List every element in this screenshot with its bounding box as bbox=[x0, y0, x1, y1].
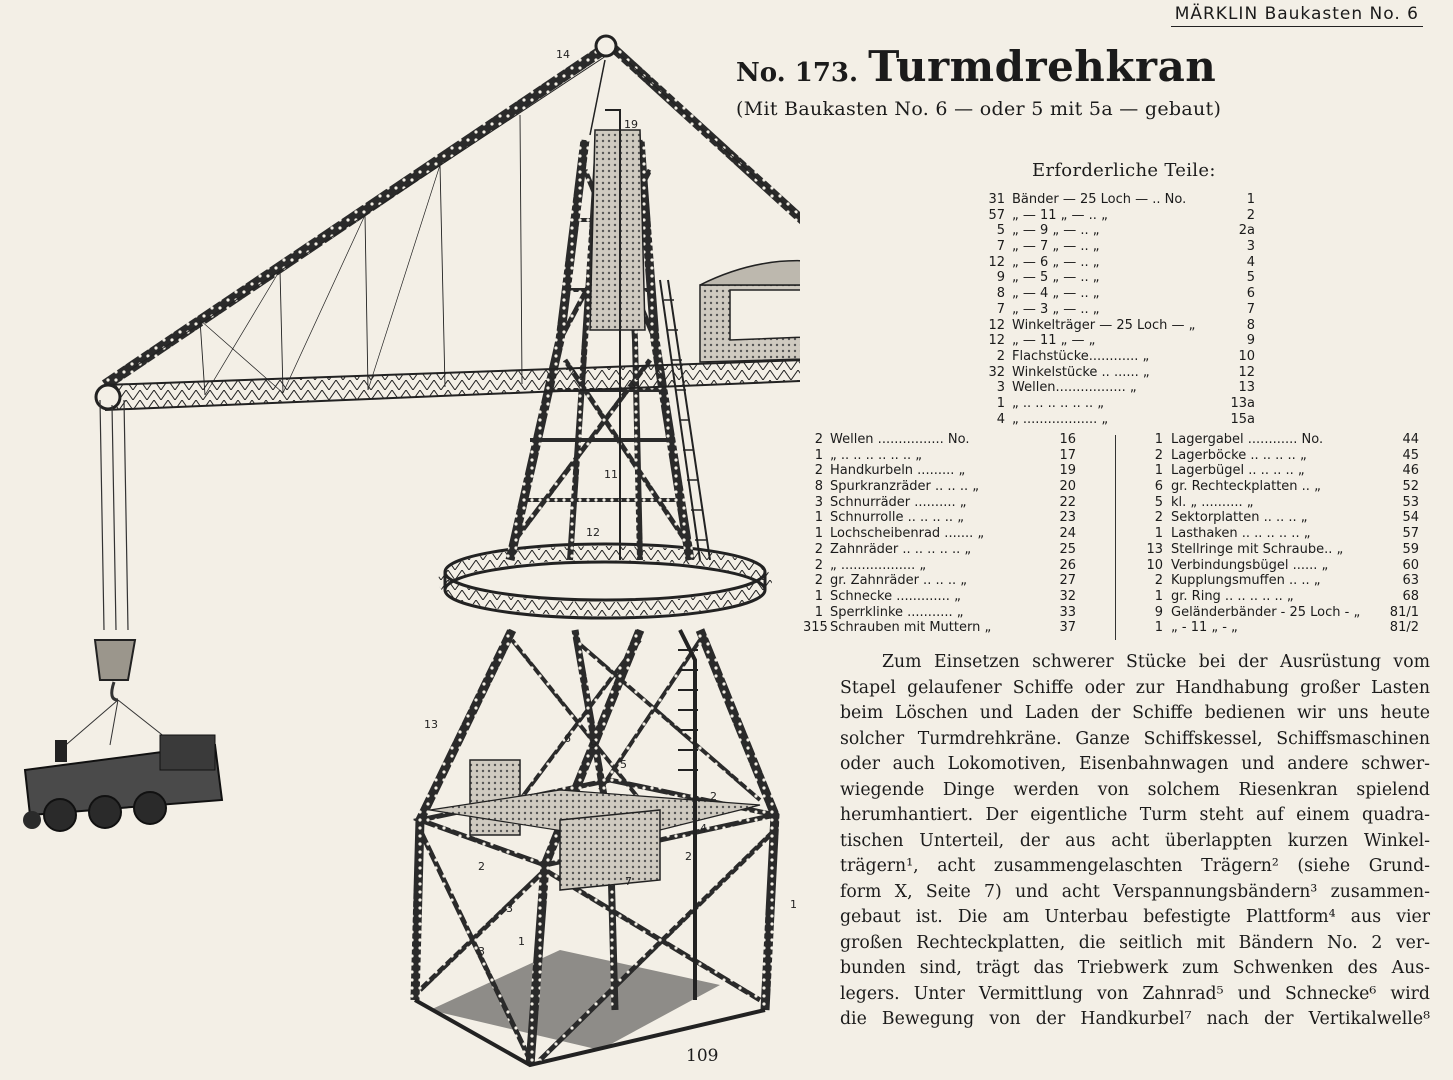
part-quantity: 12 bbox=[988, 317, 1005, 333]
parts-row bbox=[1145, 495, 1425, 511]
part-number: 2a bbox=[1238, 223, 1255, 239]
part-quantity: 2 bbox=[1154, 573, 1163, 589]
part-quantity: 1 bbox=[996, 395, 1005, 411]
part-quantity: 12 bbox=[988, 254, 1005, 270]
locomotive-load bbox=[23, 735, 222, 831]
part-quantity: 32 bbox=[988, 364, 1005, 380]
parts-row bbox=[1145, 620, 1425, 636]
part-name: „ — 7 „ — .. „ bbox=[1012, 239, 1100, 255]
part-number: 10 bbox=[1238, 348, 1255, 364]
parts-row bbox=[803, 448, 1083, 464]
part-name: Kupplungsmuffen .. .. „ bbox=[1171, 573, 1321, 589]
part-number: 45 bbox=[1402, 447, 1419, 463]
parts-table-top bbox=[985, 192, 1275, 427]
part-quantity: 2 bbox=[814, 573, 823, 589]
part-number: 13a bbox=[1230, 395, 1255, 411]
description-paragraph bbox=[840, 650, 1430, 1033]
label-2a: 2 bbox=[710, 790, 717, 803]
part-name: „ — 4 „ — .. „ bbox=[1012, 286, 1100, 302]
part-name: „ — 11 „ — .. „ bbox=[1012, 207, 1108, 223]
part-quantity: 10 bbox=[1146, 557, 1163, 573]
part-number: 9 bbox=[1246, 333, 1255, 349]
part-quantity: 31 bbox=[988, 192, 1005, 207]
part-quantity: 7 bbox=[996, 301, 1005, 317]
body-line: solcher Turmdrehkräne. Ganze Schiffskessel, Schiffsmaschinen bbox=[840, 728, 1430, 749]
part-name: Spurkranzräder .. .. .. „ bbox=[830, 479, 979, 495]
body-line: legers. Unter Vermittlung von Zahnrad⁵ und Schnecke⁶ wird bbox=[840, 983, 1430, 1004]
part-number: 68 bbox=[1402, 588, 1419, 604]
label-19: 19 bbox=[624, 118, 638, 131]
label-3a: 3 bbox=[506, 902, 513, 915]
parts-row bbox=[803, 432, 1083, 448]
part-name: Winkelträger — 25 Loch — „ bbox=[1012, 317, 1196, 333]
part-number: 57 bbox=[1402, 526, 1419, 542]
part-name: „ - 11 „ - „ bbox=[1171, 620, 1238, 636]
part-number: 44 bbox=[1402, 432, 1419, 447]
part-quantity: 315 bbox=[803, 620, 828, 636]
parts-row bbox=[985, 286, 1275, 302]
parts-row bbox=[1145, 479, 1425, 495]
part-quantity: 1 bbox=[814, 510, 823, 526]
body-line: die Bewegung von der Handkurbel⁷ nach der Vertikalwelle⁸ bbox=[840, 1009, 1430, 1029]
body-line: trägern¹, acht zusammengelaschten Trägern² (siehe Grund- bbox=[840, 856, 1430, 876]
label-12: 12 bbox=[586, 526, 600, 539]
part-name: „ .. .. .. .. .. .. „ bbox=[1012, 395, 1104, 411]
body-line: oder auch Lokomotiven, Eisenbahnwagen und andere schwer- bbox=[840, 754, 1430, 774]
parts-row bbox=[985, 208, 1275, 224]
part-number: 27 bbox=[1059, 573, 1076, 589]
parts-row bbox=[985, 365, 1275, 381]
label-13: 13 bbox=[424, 718, 438, 731]
part-quantity: 1 bbox=[814, 526, 823, 542]
part-number: 5 bbox=[1246, 270, 1255, 286]
label-11: 11 bbox=[604, 468, 618, 481]
part-quantity: 1 bbox=[1154, 588, 1163, 604]
parts-row bbox=[985, 380, 1275, 396]
model-name: Turmdrehkran bbox=[868, 42, 1217, 91]
label-5: 5 bbox=[620, 758, 627, 771]
part-name: Geländerbänder - 25 Loch - „ bbox=[1171, 604, 1361, 620]
part-number: 81/2 bbox=[1389, 620, 1419, 636]
part-number: 23 bbox=[1059, 510, 1076, 526]
part-number: 12 bbox=[1238, 364, 1255, 380]
part-name: Lagerbügel .. .. .. .. „ bbox=[1171, 463, 1305, 479]
part-number: 1 bbox=[1246, 192, 1255, 207]
parts-row bbox=[803, 510, 1083, 526]
part-name: Sperrklinke ........... „ bbox=[830, 604, 964, 620]
body-line: Zum Einsetzen schwerer Stücke bei der Ausrüstung vom bbox=[882, 652, 1430, 672]
part-name: „ — 11 „ — „ bbox=[1012, 333, 1096, 349]
parts-row bbox=[1145, 573, 1425, 589]
part-number: 52 bbox=[1402, 479, 1419, 495]
subtitle: (Mit Baukasten No. 6 — oder 5 mit 5a — gebaut) bbox=[736, 98, 1222, 120]
slewing-ring bbox=[445, 544, 765, 618]
parts-row bbox=[985, 270, 1275, 286]
part-number: 2 bbox=[1246, 207, 1255, 223]
part-quantity: 3 bbox=[996, 380, 1005, 396]
parts-row bbox=[985, 396, 1275, 412]
part-quantity: 3 bbox=[814, 494, 823, 510]
part-quantity: 2 bbox=[1154, 510, 1163, 526]
part-quantity: 5 bbox=[1154, 494, 1163, 510]
parts-row bbox=[803, 463, 1083, 479]
part-quantity: 1 bbox=[1154, 432, 1163, 447]
parts-row bbox=[985, 349, 1275, 365]
body-line: bunden sind, trägt das Triebwerk zum Schwenken des Aus- bbox=[840, 958, 1430, 978]
parts-row bbox=[985, 255, 1275, 271]
part-quantity: 12 bbox=[988, 333, 1005, 349]
body-line: wiegende Dinge werden von solchem Riesenkran spielend bbox=[840, 779, 1430, 800]
label-2c: 2 bbox=[685, 850, 692, 863]
part-name: Wellen................. „ bbox=[1012, 380, 1137, 396]
part-name: „ — 3 „ — .. „ bbox=[1012, 301, 1100, 317]
parts-row bbox=[803, 589, 1083, 605]
part-number: 60 bbox=[1402, 557, 1419, 573]
part-name: „ .................. „ bbox=[830, 557, 927, 573]
part-name: Lagergabel ............ No. bbox=[1171, 432, 1324, 447]
part-quantity: 4 bbox=[996, 411, 1005, 427]
part-name: gr. Ring .. .. .. .. .. „ bbox=[1171, 588, 1294, 604]
part-number: 6 bbox=[1246, 286, 1255, 302]
part-quantity: 1 bbox=[814, 447, 823, 463]
model-number: No. 173. bbox=[736, 58, 859, 88]
part-quantity: 2 bbox=[814, 463, 823, 479]
part-name: Stellringe mit Schraube.. „ bbox=[1171, 541, 1344, 557]
part-quantity: 6 bbox=[1154, 479, 1163, 495]
parts-row bbox=[1145, 542, 1425, 558]
part-number: 7 bbox=[1246, 301, 1255, 317]
parts-table-right bbox=[1145, 432, 1425, 636]
part-number: 22 bbox=[1059, 494, 1076, 510]
parts-row bbox=[1145, 526, 1425, 542]
part-name: Flachstücke............ „ bbox=[1012, 348, 1150, 364]
label-2b: 2 bbox=[478, 860, 485, 873]
part-number: 13 bbox=[1238, 380, 1255, 396]
hoist-rope bbox=[60, 400, 175, 750]
label-1b: 1 bbox=[790, 898, 797, 911]
part-name: Sektorplatten .. .. .. „ bbox=[1171, 510, 1308, 526]
body-line: beim Löschen und Laden der Schiffe bedienen wir uns heute bbox=[840, 703, 1430, 723]
upper-tower bbox=[510, 110, 710, 560]
part-quantity: 7 bbox=[996, 239, 1005, 255]
parts-row bbox=[985, 239, 1275, 255]
parts-row bbox=[1145, 448, 1425, 464]
parts-row bbox=[1145, 589, 1425, 605]
part-number: 63 bbox=[1402, 573, 1419, 589]
part-name: Schrauben mit Muttern „ bbox=[830, 620, 992, 636]
parts-row bbox=[803, 479, 1083, 495]
parts-row bbox=[803, 495, 1083, 511]
label-1a: 1 bbox=[518, 935, 525, 948]
label-9: 9 bbox=[590, 738, 597, 751]
part-quantity: 1 bbox=[814, 588, 823, 604]
parts-row bbox=[803, 605, 1083, 621]
part-quantity: 2 bbox=[1154, 447, 1163, 463]
parts-row bbox=[1145, 463, 1425, 479]
body-line: tischen Unterteil, der aus acht überlappten kurzen Winkel- bbox=[840, 830, 1430, 851]
part-quantity: 2 bbox=[996, 348, 1005, 364]
parts-row bbox=[985, 412, 1275, 428]
part-quantity: 2 bbox=[814, 432, 823, 447]
page-title bbox=[736, 42, 1216, 91]
part-name: kl. „ .......... „ bbox=[1171, 494, 1254, 510]
part-quantity: 2 bbox=[814, 557, 823, 573]
part-number: 16 bbox=[1059, 432, 1076, 447]
column-divider bbox=[1115, 435, 1116, 640]
part-name: „ — 9 „ — .. „ bbox=[1012, 223, 1100, 239]
part-quantity: 8 bbox=[996, 286, 1005, 302]
part-name: Lagerböcke .. .. .. .. „ bbox=[1171, 447, 1307, 463]
parts-heading: Erforderliche Teile: bbox=[1032, 160, 1216, 181]
part-number: 25 bbox=[1059, 541, 1076, 557]
part-number: 19 bbox=[1059, 463, 1076, 479]
parts-row bbox=[985, 223, 1275, 239]
crane-jib bbox=[96, 36, 800, 410]
body-line: herumhantiert. Der eigentliche Turm steht auf einem quadra- bbox=[840, 805, 1430, 825]
parts-row bbox=[803, 573, 1083, 589]
part-number: 54 bbox=[1402, 510, 1419, 526]
parts-row bbox=[803, 542, 1083, 558]
body-line: gebaut ist. Die am Unterbau befestigte Plattform⁴ aus vier bbox=[840, 907, 1430, 927]
parts-row bbox=[1145, 558, 1425, 574]
part-quantity: 1 bbox=[1154, 526, 1163, 542]
part-number: 26 bbox=[1059, 557, 1076, 573]
part-name: Winkelstücke .. ...... „ bbox=[1012, 364, 1150, 380]
part-name: „ — 6 „ — .. „ bbox=[1012, 254, 1100, 270]
part-name: Wellen ................ No. bbox=[830, 432, 970, 447]
part-quantity: 13 bbox=[1146, 541, 1163, 557]
part-number: 24 bbox=[1059, 526, 1076, 542]
parts-table-left bbox=[803, 432, 1083, 636]
part-number: 20 bbox=[1059, 479, 1076, 495]
part-number: 46 bbox=[1402, 463, 1419, 479]
parts-row bbox=[1145, 432, 1425, 448]
part-number: 3 bbox=[1246, 239, 1255, 255]
part-number: 15a bbox=[1230, 411, 1255, 427]
part-quantity: 5 bbox=[996, 223, 1005, 239]
part-name: „ .................. „ bbox=[1012, 411, 1109, 427]
parts-row bbox=[985, 333, 1275, 349]
label-6: 6 bbox=[564, 732, 571, 745]
part-quantity: 1 bbox=[1154, 620, 1163, 636]
part-number: 4 bbox=[1246, 254, 1255, 270]
parts-row bbox=[985, 302, 1275, 318]
part-number: 53 bbox=[1402, 494, 1419, 510]
part-name: Schnurrolle .. .. .. .. „ bbox=[830, 510, 964, 526]
body-line: Stapel gelaufener Schiffe oder zur Handhabung großer Lasten bbox=[840, 677, 1430, 698]
part-number: 33 bbox=[1059, 604, 1076, 620]
part-name: Handkurbeln ......... „ bbox=[830, 463, 966, 479]
label-14: 14 bbox=[556, 48, 570, 61]
label-7: 7 bbox=[625, 875, 632, 888]
part-name: Verbindungsbügel ...... „ bbox=[1171, 557, 1329, 573]
part-quantity: 57 bbox=[988, 207, 1005, 223]
body-line: form X, Seite 7) und acht Verspannungsbändern³ zusammen- bbox=[840, 881, 1430, 902]
parts-row bbox=[985, 192, 1275, 208]
part-quantity: 2 bbox=[814, 541, 823, 557]
part-number: 8 bbox=[1246, 317, 1255, 333]
part-quantity: 9 bbox=[996, 270, 1005, 286]
body-line: großen Rechteckplatten, die seitlich mit Bändern No. 2 ver- bbox=[840, 932, 1430, 953]
part-quantity: 9 bbox=[1154, 604, 1163, 620]
part-quantity: 1 bbox=[814, 604, 823, 620]
part-name: Schnecke ............. „ bbox=[830, 588, 961, 604]
part-number: 59 bbox=[1402, 541, 1419, 557]
part-number: 81/1 bbox=[1389, 604, 1419, 620]
parts-row bbox=[1145, 510, 1425, 526]
part-name: gr. Zahnräder .. .. .. „ bbox=[830, 573, 967, 589]
label-4: 4 bbox=[700, 822, 707, 835]
part-number: 32 bbox=[1059, 588, 1076, 604]
parts-row bbox=[1145, 605, 1425, 621]
machine-house bbox=[700, 261, 800, 362]
part-name: Bänder — 25 Loch — .. No. bbox=[1012, 192, 1187, 207]
parts-row bbox=[803, 620, 1083, 636]
parts-row bbox=[985, 318, 1275, 334]
page-number: 109 bbox=[686, 1046, 719, 1066]
part-name: Zahnräder .. .. .. .. .. „ bbox=[830, 541, 972, 557]
parts-row bbox=[803, 558, 1083, 574]
part-name: „ .. .. .. .. .. .. „ bbox=[830, 447, 922, 463]
parts-row bbox=[803, 526, 1083, 542]
part-number: 37 bbox=[1059, 620, 1076, 636]
part-name: Lochscheibenrad ....... „ bbox=[830, 526, 985, 542]
label-3b: 3 bbox=[478, 945, 485, 958]
part-quantity: 1 bbox=[1154, 463, 1163, 479]
part-name: „ — 5 „ — .. „ bbox=[1012, 270, 1100, 286]
part-quantity: 8 bbox=[814, 479, 823, 495]
part-name: gr. Rechteckplatten .. „ bbox=[1171, 479, 1321, 495]
running-header: MÄRKLIN Baukasten No. 6 bbox=[1171, 4, 1423, 27]
part-name: Lasthaken .. .. .. .. .. „ bbox=[1171, 526, 1311, 542]
part-number: 17 bbox=[1059, 447, 1076, 463]
part-name: Schnurräder .......... „ bbox=[830, 494, 967, 510]
